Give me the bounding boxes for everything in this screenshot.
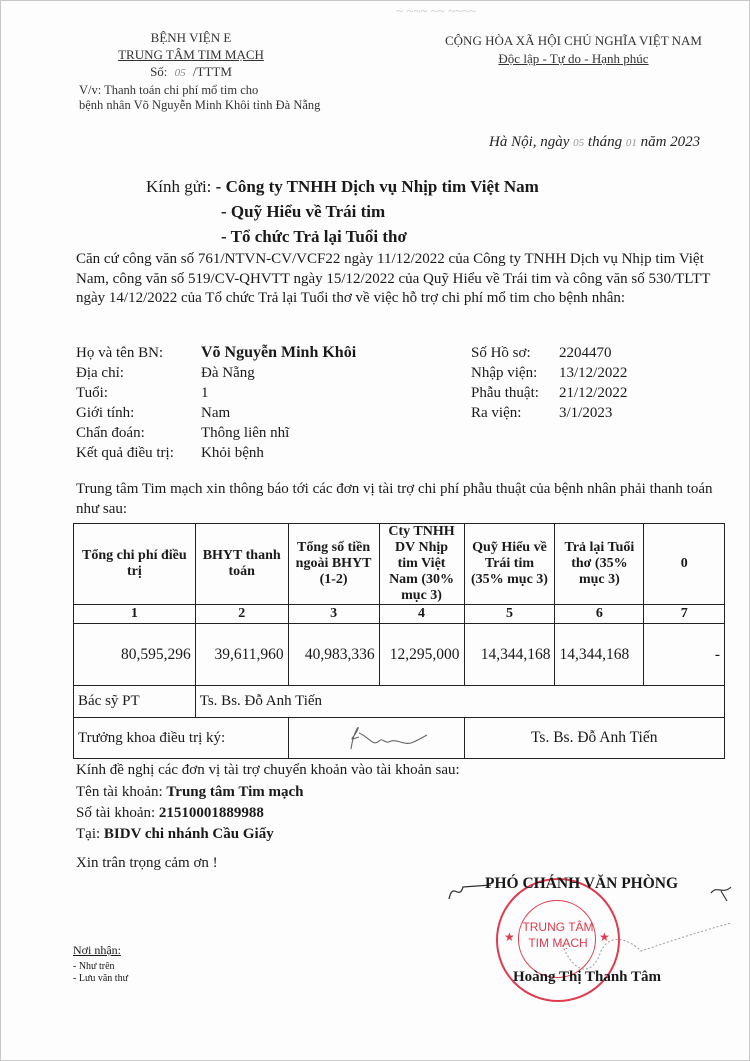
recipients-footer: Nơi nhận: - Như trên - Lưu văn thư: [73, 943, 128, 984]
basis-paragraph: Căn cứ công văn số 761/NTVN-CV/VCF22 ngày 11/12/2022 của Công ty TNHH Dịch vụ Nhịp tim Việt Nam, công văn số 519/CV-QHVTT ngày 15/12/2022 của Quỹ Hiểu về Trái tim và công văn số 530/TLTT ngày 14/12/2022 của Tổ chức Trả lại Tuổi thơ về việc hỗ trợ chi phí mổ tim cho bệnh nhân:: [76, 251, 711, 306]
department-head-name: Ts. Bs. Đỗ Anh Tiến: [464, 718, 724, 759]
account-name: Trung tâm Tim mạch: [166, 784, 304, 800]
hospital-name: BỆNH VIỆN E: [150, 30, 232, 45]
record-number: 2204470: [559, 345, 612, 361]
department-head-row: [74, 718, 725, 759]
stamp-line-1: TRUNG TÂM: [522, 920, 594, 934]
patient-address: Đà Nẵng: [201, 365, 255, 381]
surgeon-name: Ts. Bs. Đỗ Anh Tiến: [195, 686, 724, 718]
subject: V/v: Thanh toán chi phí mổ tim cho bệnh nhân Võ Nguyễn Minh Khôi tỉnh Đà Nẵng: [79, 83, 321, 112]
notice-paragraph: Trung tâm Tim mạch xin thông báo tới các đơn vị tài trợ chi phí phẫu thuật của bệnh nhân phải thanh toán như sau:: [76, 481, 713, 517]
patient-result: Khỏi bệnh: [201, 445, 264, 461]
recipients-label: Kính gửi:: [146, 177, 212, 196]
value-zero: -: [644, 624, 725, 686]
value-total: 80,595,296: [74, 624, 196, 686]
recipient-2: - Quỹ Hiểu về Trái tim: [221, 202, 386, 221]
signature-scribble-icon: [299, 719, 459, 757]
recipient-1: - Công ty TNHH Dịch vụ Nhịp tim Việt Nam: [215, 177, 539, 196]
stamp-star-icon: ★: [599, 930, 610, 944]
national-header: [421, 32, 726, 68]
department-head-signature: [288, 718, 464, 759]
surgeon-label: Bác sỹ PT: [74, 686, 196, 718]
department-head-label: Trưởng khoa điều trị ký:: [74, 718, 289, 759]
value-tra-lai-tuoi-tho: 14,344,168: [555, 624, 644, 686]
col-header-bhyt: BHYT thanh toán: [195, 524, 288, 605]
department-name: TRUNG TÂM TIM MẠCH: [118, 47, 264, 62]
discharge-date: 3/1/2023: [559, 405, 613, 421]
patient-name: Võ Nguyễn Minh Khôi: [201, 344, 357, 361]
bank-branch-line: Tại: BIDV chi nhánh Cầu Giấy: [76, 826, 274, 842]
patient-diagnosis: Thông liên nhĩ: [201, 425, 290, 441]
fee-table-index-row: 1 2 3 4 5 6 7: [74, 605, 725, 624]
stamp-star-icon: ★: [504, 930, 515, 944]
doc-number: Số: 05 /TTTM: [150, 64, 232, 79]
fee-table-values-row: [74, 624, 725, 686]
patient-gender: Nam: [201, 405, 231, 421]
surgery-date: 21/12/2022: [559, 385, 628, 401]
faint-handwriting: ~ ~~~ ~~ ~~~~: [396, 3, 477, 18]
fee-table: [73, 523, 725, 759]
col-header-outside-bhyt: Tổng số tiền ngoài BHYT (1-2): [288, 524, 379, 605]
signer-title: PHÓ CHÁNH VĂN PHÒNG: [485, 875, 679, 892]
patient-age: 1: [201, 385, 209, 401]
surgeon-row: [74, 686, 725, 718]
bank-request: Kính đề nghị các đơn vị tài trợ chuyển khoản vào tài khoản sau:: [76, 762, 460, 778]
date-line: Hà Nội, ngày 05 tháng 01 năm 2023: [489, 134, 701, 150]
value-hieu-ve-trai-tim: 14,344,168: [464, 624, 555, 686]
bank-name: BIDV chi nhánh Cầu Giấy: [103, 826, 274, 842]
account-name-line: Tên tài khoản: Trung tâm Tim mạch: [76, 784, 304, 800]
recipients-block: [146, 174, 539, 200]
signer-name: Hoàng Thị Thanh Tâm: [513, 969, 661, 985]
fee-table-header: [74, 524, 725, 605]
patient-info-right: Số Hồ sơ: 2204470 Nhập viện: 13/12/2022 Phẫu thuật: 21/12/2022 Ra viện: 3/1/2023: [471, 343, 679, 423]
col-header-total: Tổng chi phí điều trị: [74, 524, 196, 605]
account-number-line: Số tài khoản: 21510001889988: [76, 805, 264, 821]
thanks-line: Xin trân trọng cảm ơn !: [76, 855, 218, 871]
doc-number-handwritten: 05: [174, 67, 186, 79]
recipients-footer-label: Nơi nhận:: [73, 943, 122, 957]
col-header-hieu-ve-trai-tim: Quỹ Hiểu về Trái tim (35% mục 3): [464, 524, 555, 605]
motto: Độc lập - Tự do - Hạnh phúc: [498, 51, 649, 66]
stamp-line-2: TIM MẠCH: [528, 936, 588, 950]
recipient-3: - Tổ chức Trả lại Tuổi thơ: [221, 227, 407, 246]
admission-date: 13/12/2022: [559, 365, 628, 381]
col-header-zero: 0: [644, 524, 725, 605]
value-bhyt: 39,611,960: [195, 624, 288, 686]
issuer-block: [61, 29, 321, 82]
value-outside-bhyt: 40,983,336: [288, 624, 379, 686]
value-nhip-tim: 12,295,000: [379, 624, 464, 686]
col-header-tra-lai-tuoi-tho: Trả lại Tuổi thơ (35% mục 3): [555, 524, 644, 605]
col-header-nhip-tim: Cty TNHH DV Nhịp tim Việt Nam (30% mục 3): [379, 524, 464, 605]
patient-info-left: Họ và tên BN: Võ Nguyễn Minh Khôi Địa chỉ: Đà Nẵng Tuổi: 1 Giới tính: Nam Chẩn đoán: Thông liên nhĩ Kết quả điều trị: Khỏi bệnh: [76, 343, 461, 463]
account-number: 21510001889988: [158, 805, 264, 821]
nation-title: CỘNG HÒA XÃ HỘI CHỦ NGHĨA VIỆT NAM: [445, 33, 702, 48]
